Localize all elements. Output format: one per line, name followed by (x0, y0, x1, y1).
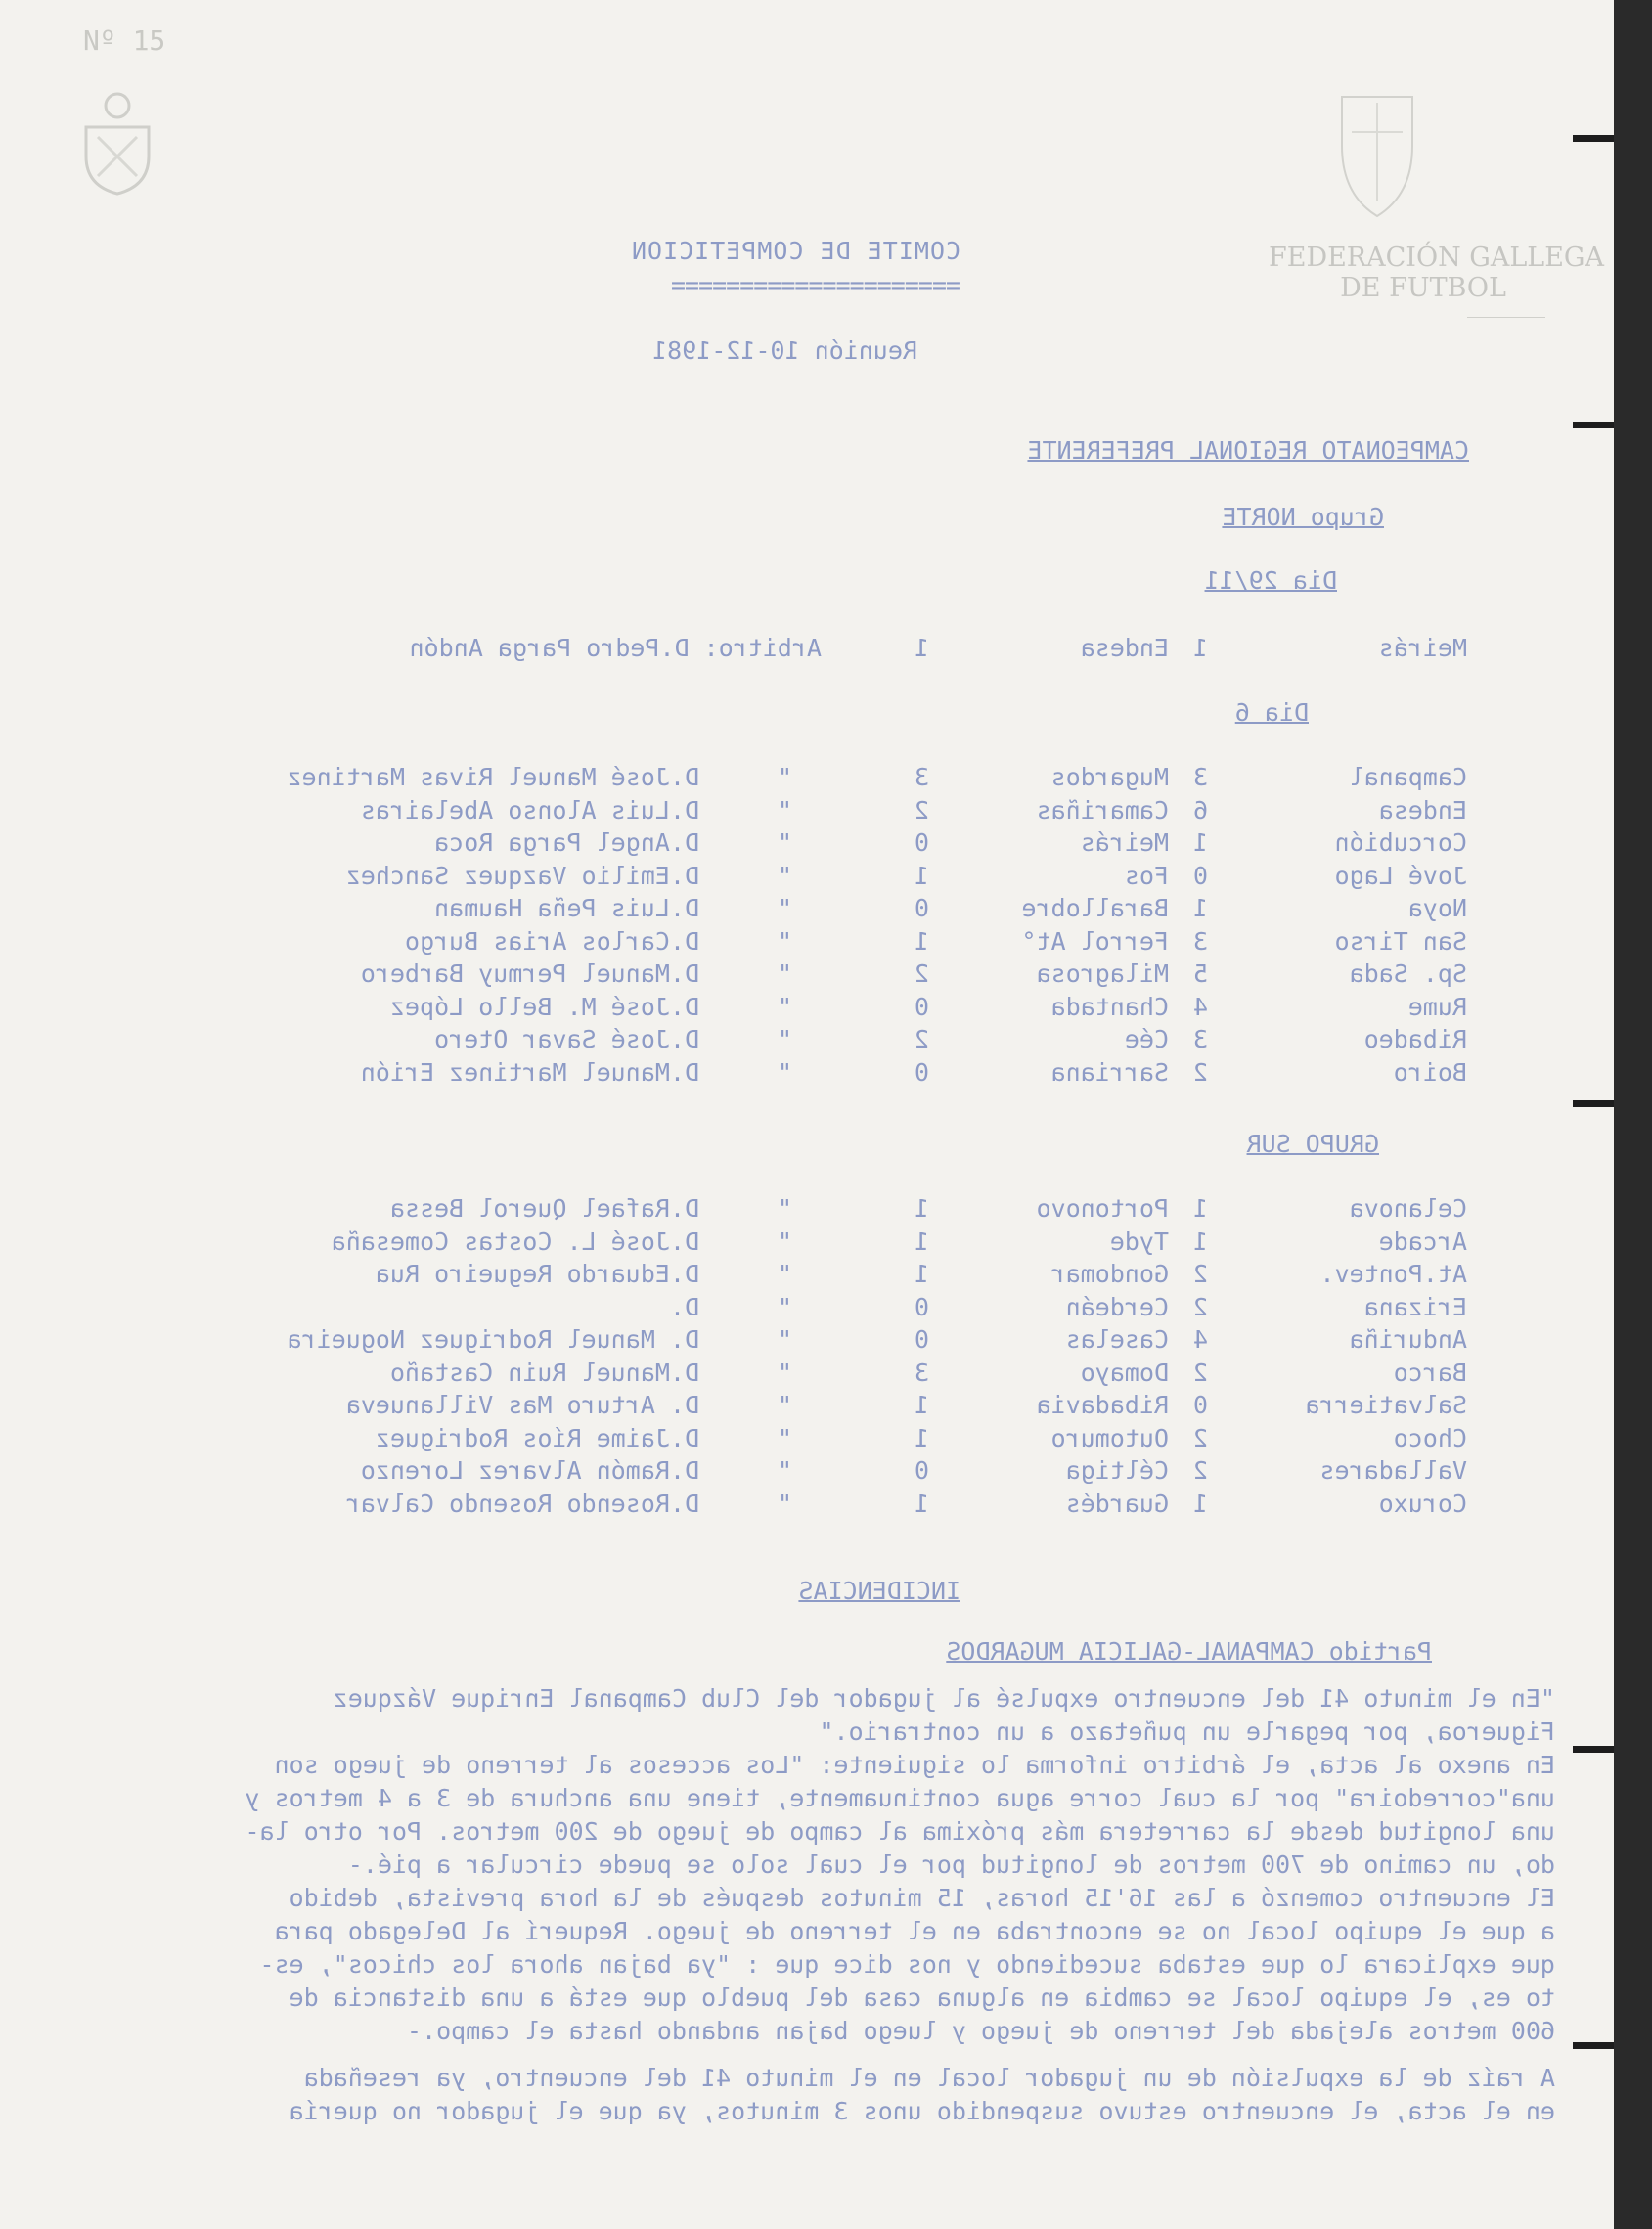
referee: D.Jaime Ríos Rodriguez (375, 1423, 699, 1452)
ditto-mark: " (777, 1391, 792, 1419)
away-team: Ribadavia (1036, 1391, 1169, 1419)
away-score: 2 (914, 1025, 929, 1053)
home-team: Corcubión (1334, 828, 1467, 857)
home-team: San Tirso (1334, 926, 1467, 956)
away-team: Guardés (1065, 1489, 1169, 1518)
match-row (0, 1226, 1614, 1258)
home-score: 1 (1192, 828, 1208, 857)
away-score: 1 (914, 1423, 929, 1452)
match-row (0, 1422, 1614, 1454)
ditto-mark: " (777, 1194, 792, 1223)
away-score: 2 (914, 795, 929, 825)
home-score: 1 (1192, 894, 1208, 922)
ditto-mark: " (777, 1025, 792, 1053)
away-score: 1 (914, 1489, 929, 1518)
incident-report (117, 1682, 1555, 2128)
away-team: Chantada (1050, 992, 1169, 1021)
away-team: Gondomar (1050, 1260, 1169, 1288)
match-row (0, 892, 1614, 924)
home-team: At.Pontev. (1319, 1260, 1467, 1288)
ditto-mark: " (777, 894, 792, 922)
ditto-mark: " (777, 1489, 792, 1518)
home-score: 1 (1192, 1489, 1208, 1518)
report-line: una longitud desde la carretera más próxima al campo de juego de 200 metros. Por otro la- (245, 1817, 1555, 1846)
home-score: 2 (1192, 1057, 1208, 1087)
ditto-mark: " (777, 1260, 792, 1288)
ditto-mark: " (777, 763, 792, 791)
championship-title: CAMPEONATO REGIONAL PREFERENTE (1027, 436, 1469, 465)
referee: D.Ramón Alvarez Lorenzo (360, 1456, 699, 1485)
report-line: Figueroa, por pegarle un puñetazo a un contrario." (819, 1717, 1555, 1746)
home-score: 5 (1192, 959, 1208, 988)
referee: D. Manuel Rodriguez Nogueira (287, 1325, 699, 1354)
incident-match-heading: Partido CAMPANAL-GALICIA MUGARDOS (946, 1637, 1432, 1666)
home-score: 1 (1192, 1226, 1208, 1256)
ditto-mark: " (777, 1057, 792, 1087)
referee: D.Angel Parga Roca (434, 828, 699, 857)
referee: D. Arturo Mas Villanueva (345, 1391, 699, 1419)
referee: D.Manuel Permuy Barbero (360, 959, 699, 988)
referee: D.Manuel Ruin Castaño (389, 1358, 699, 1387)
referee: D.Luis Peña Hauman (434, 894, 699, 922)
away-team: Endesa (1080, 634, 1169, 662)
home-score: 2 (1192, 1260, 1208, 1288)
report-line: A raíz de la expulsión de un jugador local en el minuto 41 del encuentro, ya reseñada (303, 2064, 1555, 2092)
home-score: 2 (1192, 1292, 1208, 1321)
home-score: 4 (1192, 992, 1208, 1021)
incidents-heading: INCIDENCIAS (798, 1577, 960, 1605)
referee: D.Rosendo Rosendo Calvar (345, 1489, 699, 1518)
match-row (0, 1258, 1614, 1290)
home-score: 1 (1192, 1194, 1208, 1223)
home-score: 1 (1192, 634, 1208, 662)
ditto-mark: " (777, 1325, 792, 1354)
home-team: Meirás (1378, 634, 1467, 662)
away-score: 0 (914, 894, 929, 922)
away-score: 1 (914, 1194, 929, 1223)
match-row (0, 1389, 1614, 1421)
away-team: Meirás (1080, 828, 1169, 857)
home-score: 0 (1192, 861, 1208, 890)
away-score: 1 (914, 861, 929, 890)
match-row (0, 794, 1614, 826)
home-team: Arcade (1378, 1226, 1467, 1256)
match-row (0, 958, 1614, 990)
home-team: Sp. Sada (1349, 959, 1467, 988)
meeting-date: Reunión 10-12-1981 (652, 336, 917, 365)
match-row (0, 826, 1614, 859)
away-team: Barallobre (1021, 894, 1169, 922)
away-score: 0 (914, 1456, 929, 1485)
away-team: Milagrosa (1036, 959, 1169, 988)
group-north-heading: Grupo NORTE (1222, 503, 1384, 531)
away-score: 0 (914, 828, 929, 857)
referee: D.José L. Costas Comesaña (331, 1226, 699, 1256)
report-line: to es, el equipo local se cambia en alguna casa del pueblo que está a una distancia de (289, 1984, 1555, 2012)
away-score: 1 (914, 1226, 929, 1256)
away-team: Domayo (1080, 1358, 1169, 1387)
match-row (0, 1488, 1614, 1520)
home-team: Salvatierra (1305, 1391, 1467, 1419)
ditto-mark: " (777, 861, 792, 890)
away-team: Tyde (1109, 1226, 1169, 1256)
match-row (0, 1023, 1614, 1055)
match-row (0, 1454, 1614, 1487)
referee: D.Manuel Martinez Erión (360, 1057, 699, 1087)
referee: D.José Manuel Rivas Martinez (287, 763, 699, 791)
federation-subname: DE FUTBOL (1340, 273, 1506, 303)
report-line: a que el equipo local no se encontraba en el terreno de juego. Requerí al Delegado para (274, 1917, 1555, 1945)
home-team: Valladares (1319, 1456, 1467, 1485)
page-number: Nº 15 (83, 24, 166, 57)
home-score: 3 (1192, 763, 1208, 791)
federation-name: FEDERACIÓN GALLEGA (1269, 243, 1604, 273)
referee: D.José M. Bello López (389, 992, 699, 1021)
report-line: en el acta, el encuentro estuvo suspendido unos 3 minutos, ya que el jugador no quería (289, 2097, 1555, 2125)
match-row (0, 991, 1614, 1023)
match-row (0, 925, 1614, 958)
away-team: Portonovo (1036, 1194, 1169, 1223)
home-team: Coruxo (1378, 1489, 1467, 1518)
referee: D.José Savar Otero (434, 1025, 699, 1053)
home-team: Anduriña (1349, 1325, 1467, 1354)
away-team: Outomuro (1050, 1423, 1169, 1452)
ditto-mark: " (777, 1456, 792, 1485)
title-underline: ===================== (671, 271, 960, 299)
away-score: 0 (914, 1292, 929, 1321)
away-team: Camariñas (1036, 795, 1169, 825)
match-row (0, 761, 1614, 793)
home-score: 4 (1192, 1325, 1208, 1354)
match-row (0, 632, 1614, 664)
away-score: 1 (914, 1260, 929, 1288)
away-score: 3 (914, 1358, 929, 1387)
match-row (0, 1357, 1614, 1389)
match-row (0, 1291, 1614, 1323)
referee: D.Carlos Arias Burgo (404, 926, 699, 956)
away-score: 0 (914, 1325, 929, 1354)
away-score: 1 (914, 926, 929, 956)
report-line: 600 metros alejada del terreno de juego y luego bajan andando hasta el campo.- (407, 2017, 1555, 2045)
home-team: Rume (1407, 992, 1467, 1021)
away-score: 2 (914, 959, 929, 988)
home-score: 2 (1192, 1456, 1208, 1485)
home-team: Ribadeo (1363, 1025, 1467, 1053)
referee: D.Eduardo Regueiro Rua (375, 1260, 699, 1288)
report-line: En anexo al acta, el árbitro informa lo siguiente: "Los accesos al terreno de juego son (274, 1751, 1555, 1779)
match-row (0, 1323, 1614, 1356)
home-score: 2 (1192, 1358, 1208, 1387)
away-team: Cée (1124, 1025, 1169, 1053)
home-team: Campanal (1349, 763, 1467, 791)
ditto-mark: " (777, 992, 792, 1021)
referee: Arbitro: D.Pedro Parga Andón (409, 634, 822, 662)
group-south-heading: GRUPO SUR (1246, 1130, 1379, 1158)
ditto-mark: " (777, 959, 792, 988)
referee: D.Rafael Querol Bessa (389, 1194, 699, 1223)
home-score: 2 (1192, 1423, 1208, 1452)
match-row (0, 1192, 1614, 1225)
home-score: 0 (1192, 1391, 1208, 1419)
away-score: 0 (914, 992, 929, 1021)
away-team: Cerdeán (1065, 1292, 1169, 1321)
ditto-mark: " (777, 926, 792, 956)
home-team: Noya (1407, 894, 1467, 922)
committee-title: COMITE DE COMPETICION (630, 237, 960, 265)
home-team: Celanova (1349, 1194, 1467, 1223)
away-team: Céltiga (1065, 1456, 1169, 1485)
ditto-mark: " (777, 1358, 792, 1387)
away-score: 1 (914, 634, 929, 662)
ditto-mark: " (777, 1423, 792, 1452)
report-line: "En el minuto 41 del encuentro expulsé al jugador del Club Campanal Enrique Vázquez (333, 1684, 1555, 1713)
day-heading: Dia 6 (1234, 698, 1309, 727)
report-line: que explicara lo que estaba sucediendo y nos dice que : "ya bajan ahora los chicos", es- (259, 1950, 1555, 1979)
home-score: 3 (1192, 1025, 1208, 1053)
ditto-mark: " (777, 828, 792, 857)
referee: D. (669, 1292, 699, 1321)
home-team: Endesa (1378, 795, 1467, 825)
away-score: 0 (914, 1057, 929, 1087)
match-row (0, 860, 1614, 892)
match-row (0, 1056, 1614, 1089)
day-heading: Dia 29/11 (1204, 566, 1337, 595)
home-team: Jové Lago (1334, 861, 1467, 890)
ditto-mark: " (777, 795, 792, 825)
referee: D.Emilio Vazquez Sanchez (345, 861, 699, 890)
away-team: Fos (1124, 861, 1169, 890)
report-line: una"corredoira" por la cual corre agua continuamente, tiene una anchura de 3 a 4 metros y (245, 1784, 1555, 1812)
away-score: 1 (914, 1391, 929, 1419)
away-team: Mugardos (1050, 763, 1169, 791)
referee: D.Luis Alonso Abelairas (360, 795, 699, 825)
home-score: 3 (1192, 926, 1208, 956)
away-team: Caselas (1065, 1325, 1169, 1354)
report-line: El encuentro comenzó a las 16'15 horas, 15 minutos después de la hora prevista, debido (289, 1884, 1555, 1912)
ditto-mark: " (777, 1226, 792, 1256)
ditto-mark: " (777, 1292, 792, 1321)
home-team: Erizana (1363, 1292, 1467, 1321)
home-team: Barco (1393, 1358, 1467, 1387)
away-score: 3 (914, 763, 929, 791)
home-team: Choco (1393, 1423, 1467, 1452)
home-team: Boiro (1393, 1057, 1467, 1087)
home-score: 6 (1192, 795, 1208, 825)
away-team: Sarriana (1050, 1057, 1169, 1087)
report-line: do, un camino de 700 metros de longitud por el cual solo se puede circular a pié.- (347, 1850, 1555, 1879)
away-team: Ferrol At° (1021, 926, 1169, 956)
